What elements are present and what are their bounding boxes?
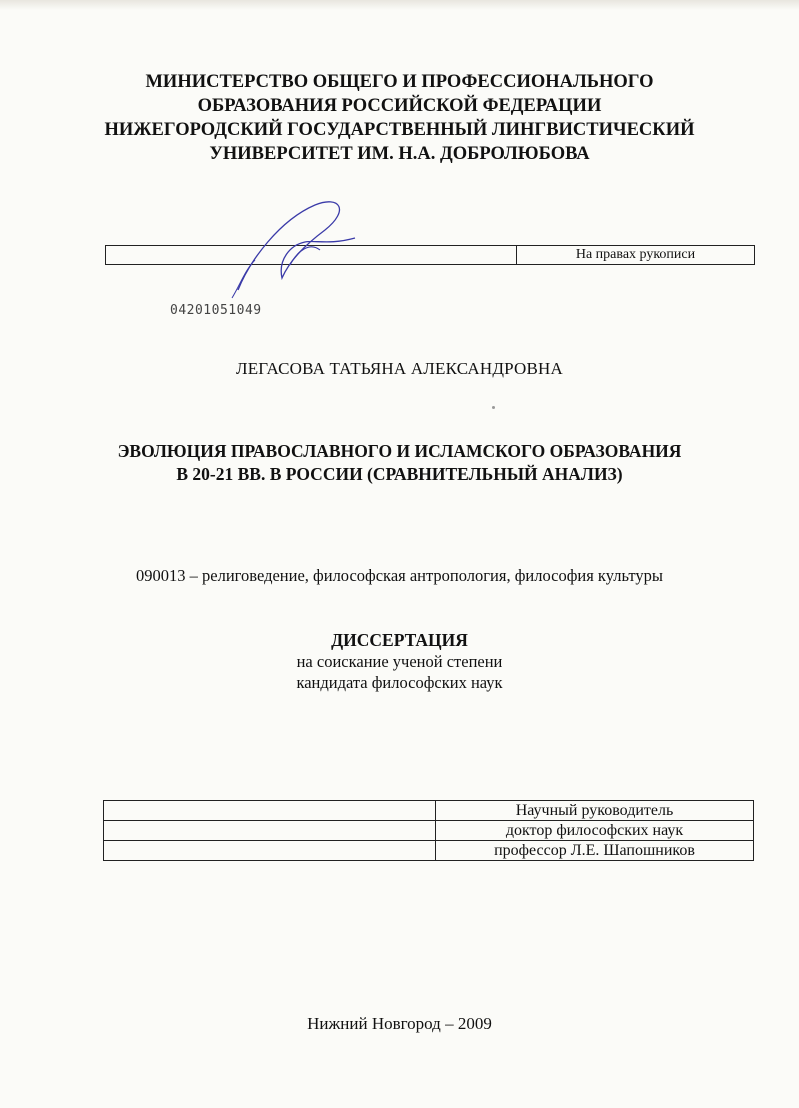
empty-cell bbox=[104, 841, 436, 861]
header-line: УНИВЕРСИТЕТ ИМ. Н.А. ДОБРОЛЮБОВА bbox=[209, 144, 590, 164]
header-line: МИНИСТЕРСТВО ОБЩЕГО И ПРОФЕССИОНАЛЬНОГО bbox=[145, 72, 654, 92]
dissertation-title bbox=[0, 440, 799, 486]
specialty-code: 090013 – религоведение, философская антропология, философия культуры bbox=[136, 566, 663, 585]
dissertation-block bbox=[0, 630, 799, 693]
author-name: ЛЕГАСОВА ТАТЬЯНА АЛЕКСАНДРОВНА bbox=[235, 359, 564, 378]
manuscript-note: На правах рукописи bbox=[517, 246, 755, 265]
empty-cell bbox=[104, 801, 436, 821]
title-line: ЭВОЛЮЦИЯ ПРАВОСЛАВНОГО И ИСЛАМСКОГО ОБРАЗОВАНИЯ bbox=[117, 441, 682, 461]
empty-cell bbox=[104, 821, 436, 841]
supervisor-name: профессор Л.Е. Шапошников bbox=[436, 841, 754, 861]
city-year: Нижний Новгород – 2009 bbox=[307, 1014, 492, 1033]
scan-speck bbox=[492, 406, 495, 409]
supervisor-degree: доктор философских наук bbox=[436, 821, 754, 841]
title-line: В 20-21 ВВ. В РОССИИ (СРАВНИТЕЛЬНЫЙ АНАЛИЗ) bbox=[176, 464, 623, 484]
supervisor-role: Научный руководитель bbox=[436, 801, 754, 821]
signature-image bbox=[220, 190, 380, 300]
degree-line: на соискание ученой степени bbox=[296, 652, 503, 671]
degree-line: кандидата философских наук bbox=[296, 673, 503, 692]
dissertation-type: ДИССЕРТАЦИЯ bbox=[331, 630, 468, 650]
header-line: НИЖЕГОРОДСКИЙ ГОСУДАРСТВЕННЫЙ ЛИНГВИСТИЧЕСКИЙ bbox=[104, 120, 695, 140]
manuscript-table bbox=[105, 245, 755, 265]
supervisor-table bbox=[103, 800, 754, 861]
scan-edge bbox=[0, 0, 799, 10]
archive-number: 04201051049 bbox=[170, 303, 262, 318]
institution-header bbox=[0, 70, 799, 166]
header-line: ОБРАЗОВАНИЯ РОССИЙСКОЙ ФЕДЕРАЦИИ bbox=[197, 96, 602, 116]
